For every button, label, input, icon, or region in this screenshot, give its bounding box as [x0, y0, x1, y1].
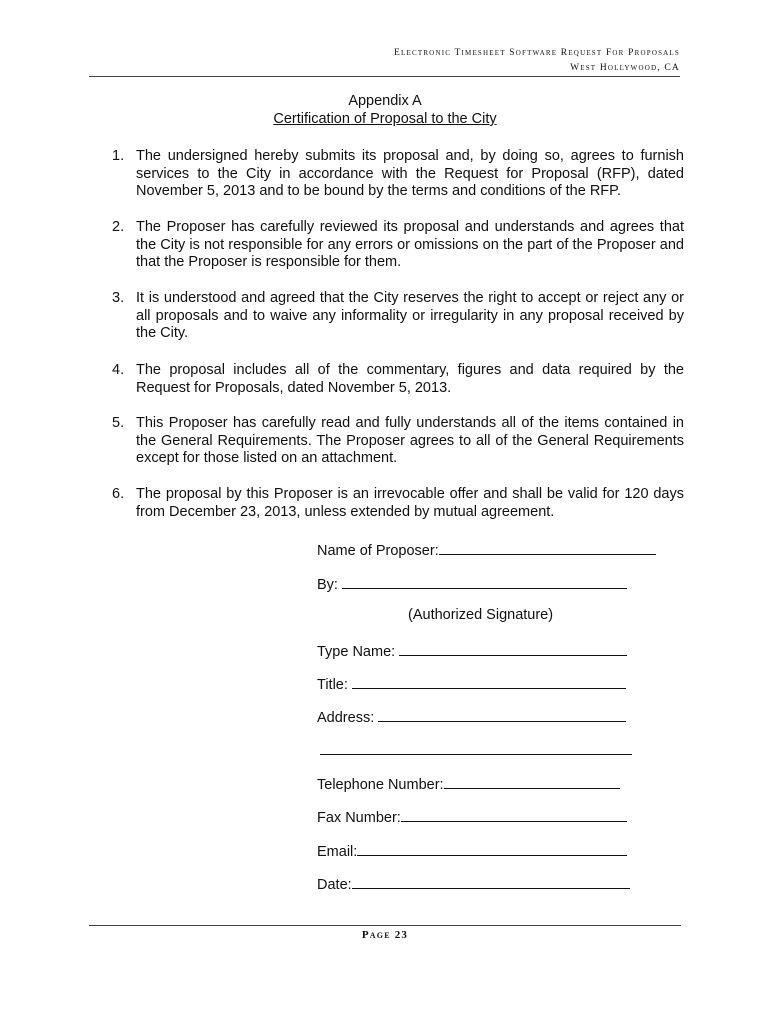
type-name-label: Type Name: [317, 644, 396, 660]
fax-label: Fax Number: [317, 810, 401, 826]
list-item [112, 290, 684, 343]
title-label: Title: [317, 677, 348, 693]
appendix-title: Appendix A [348, 93, 422, 109]
header-title: Electronic Timesheet Software Request For Proposals [394, 48, 680, 58]
address-label: Address: [317, 710, 375, 726]
item-number: 6. [112, 486, 125, 502]
item-number: 1. [112, 148, 125, 164]
title-line[interactable] [352, 674, 626, 689]
item-number: 2. [112, 219, 125, 235]
email-label: Email: [317, 844, 358, 860]
date-field[interactable] [317, 874, 630, 894]
item-text: This Proposer has carefully read and fully understands all of the items contained in the General Requirements. The Proposer agrees to all of the General Requirements except for those listed on an attachment. [136, 415, 684, 466]
type-name-field[interactable] [317, 641, 627, 661]
proposer-name-line[interactable] [439, 540, 656, 555]
item-text: The undersigned hereby submits its proposal and, by doing so, agrees to furnish services to the City in accordance with the Request for Proposal (RFP), dated November 5, 2013 and to be bound by the terms and conditions of the RFP. [136, 148, 684, 199]
list-item [112, 362, 684, 397]
item-number: 3. [112, 290, 125, 306]
certification-subtitle: Certification of Proposal to the City [273, 111, 497, 127]
item-text: The Proposer has carefully reviewed its proposal and understands and agrees that the City is not responsible for any errors or omissions on the part of the Proposer and that the Proposer is responsible for them. [136, 219, 684, 270]
signature-line[interactable] [342, 574, 627, 589]
date-line[interactable] [352, 874, 630, 889]
list-item [112, 148, 684, 201]
item-text: It is understood and agreed that the City reserves the right to accept or reject any or all proposals and to waive any informality or irregularity in any proposal received by the City. [136, 290, 684, 341]
email-field[interactable] [317, 841, 627, 861]
by-field[interactable] [317, 574, 627, 594]
address-line[interactable] [378, 707, 626, 722]
telephone-line[interactable] [444, 774, 620, 789]
page-number: Page 23 [361, 929, 409, 941]
header-divider [89, 76, 680, 77]
telephone-field[interactable] [317, 774, 620, 794]
proposer-name-label: Name of Proposer: [317, 543, 439, 559]
telephone-label: Telephone Number: [317, 777, 444, 793]
date-label: Date: [317, 877, 352, 893]
item-number: 5. [112, 415, 125, 431]
header-location: West Hollywood, CA [570, 63, 680, 73]
item-text: The proposal by this Proposer is an irrevocable offer and shall be valid for 120 days from December 23, 2013, unless extended by mutual agreement. [136, 486, 684, 520]
proposer-name-field[interactable] [317, 540, 656, 560]
fax-line[interactable] [401, 807, 627, 822]
item-text: The proposal includes all of the commentary, figures and data required by the Request for Proposals, dated November 5, 2013. [136, 362, 684, 396]
address-line-2[interactable] [320, 754, 632, 755]
list-item [112, 486, 684, 521]
email-line[interactable] [357, 841, 627, 856]
footer-divider [89, 925, 681, 926]
address-field[interactable] [317, 707, 626, 727]
item-number: 4. [112, 362, 125, 378]
list-item [112, 219, 684, 272]
by-label: By: [317, 577, 338, 593]
fax-field[interactable] [317, 807, 627, 827]
document-header [394, 46, 680, 76]
list-item [112, 415, 684, 468]
type-name-line[interactable] [399, 641, 627, 656]
authorized-signature-caption: (Authorized Signature) [408, 607, 554, 623]
title-field[interactable] [317, 674, 626, 694]
